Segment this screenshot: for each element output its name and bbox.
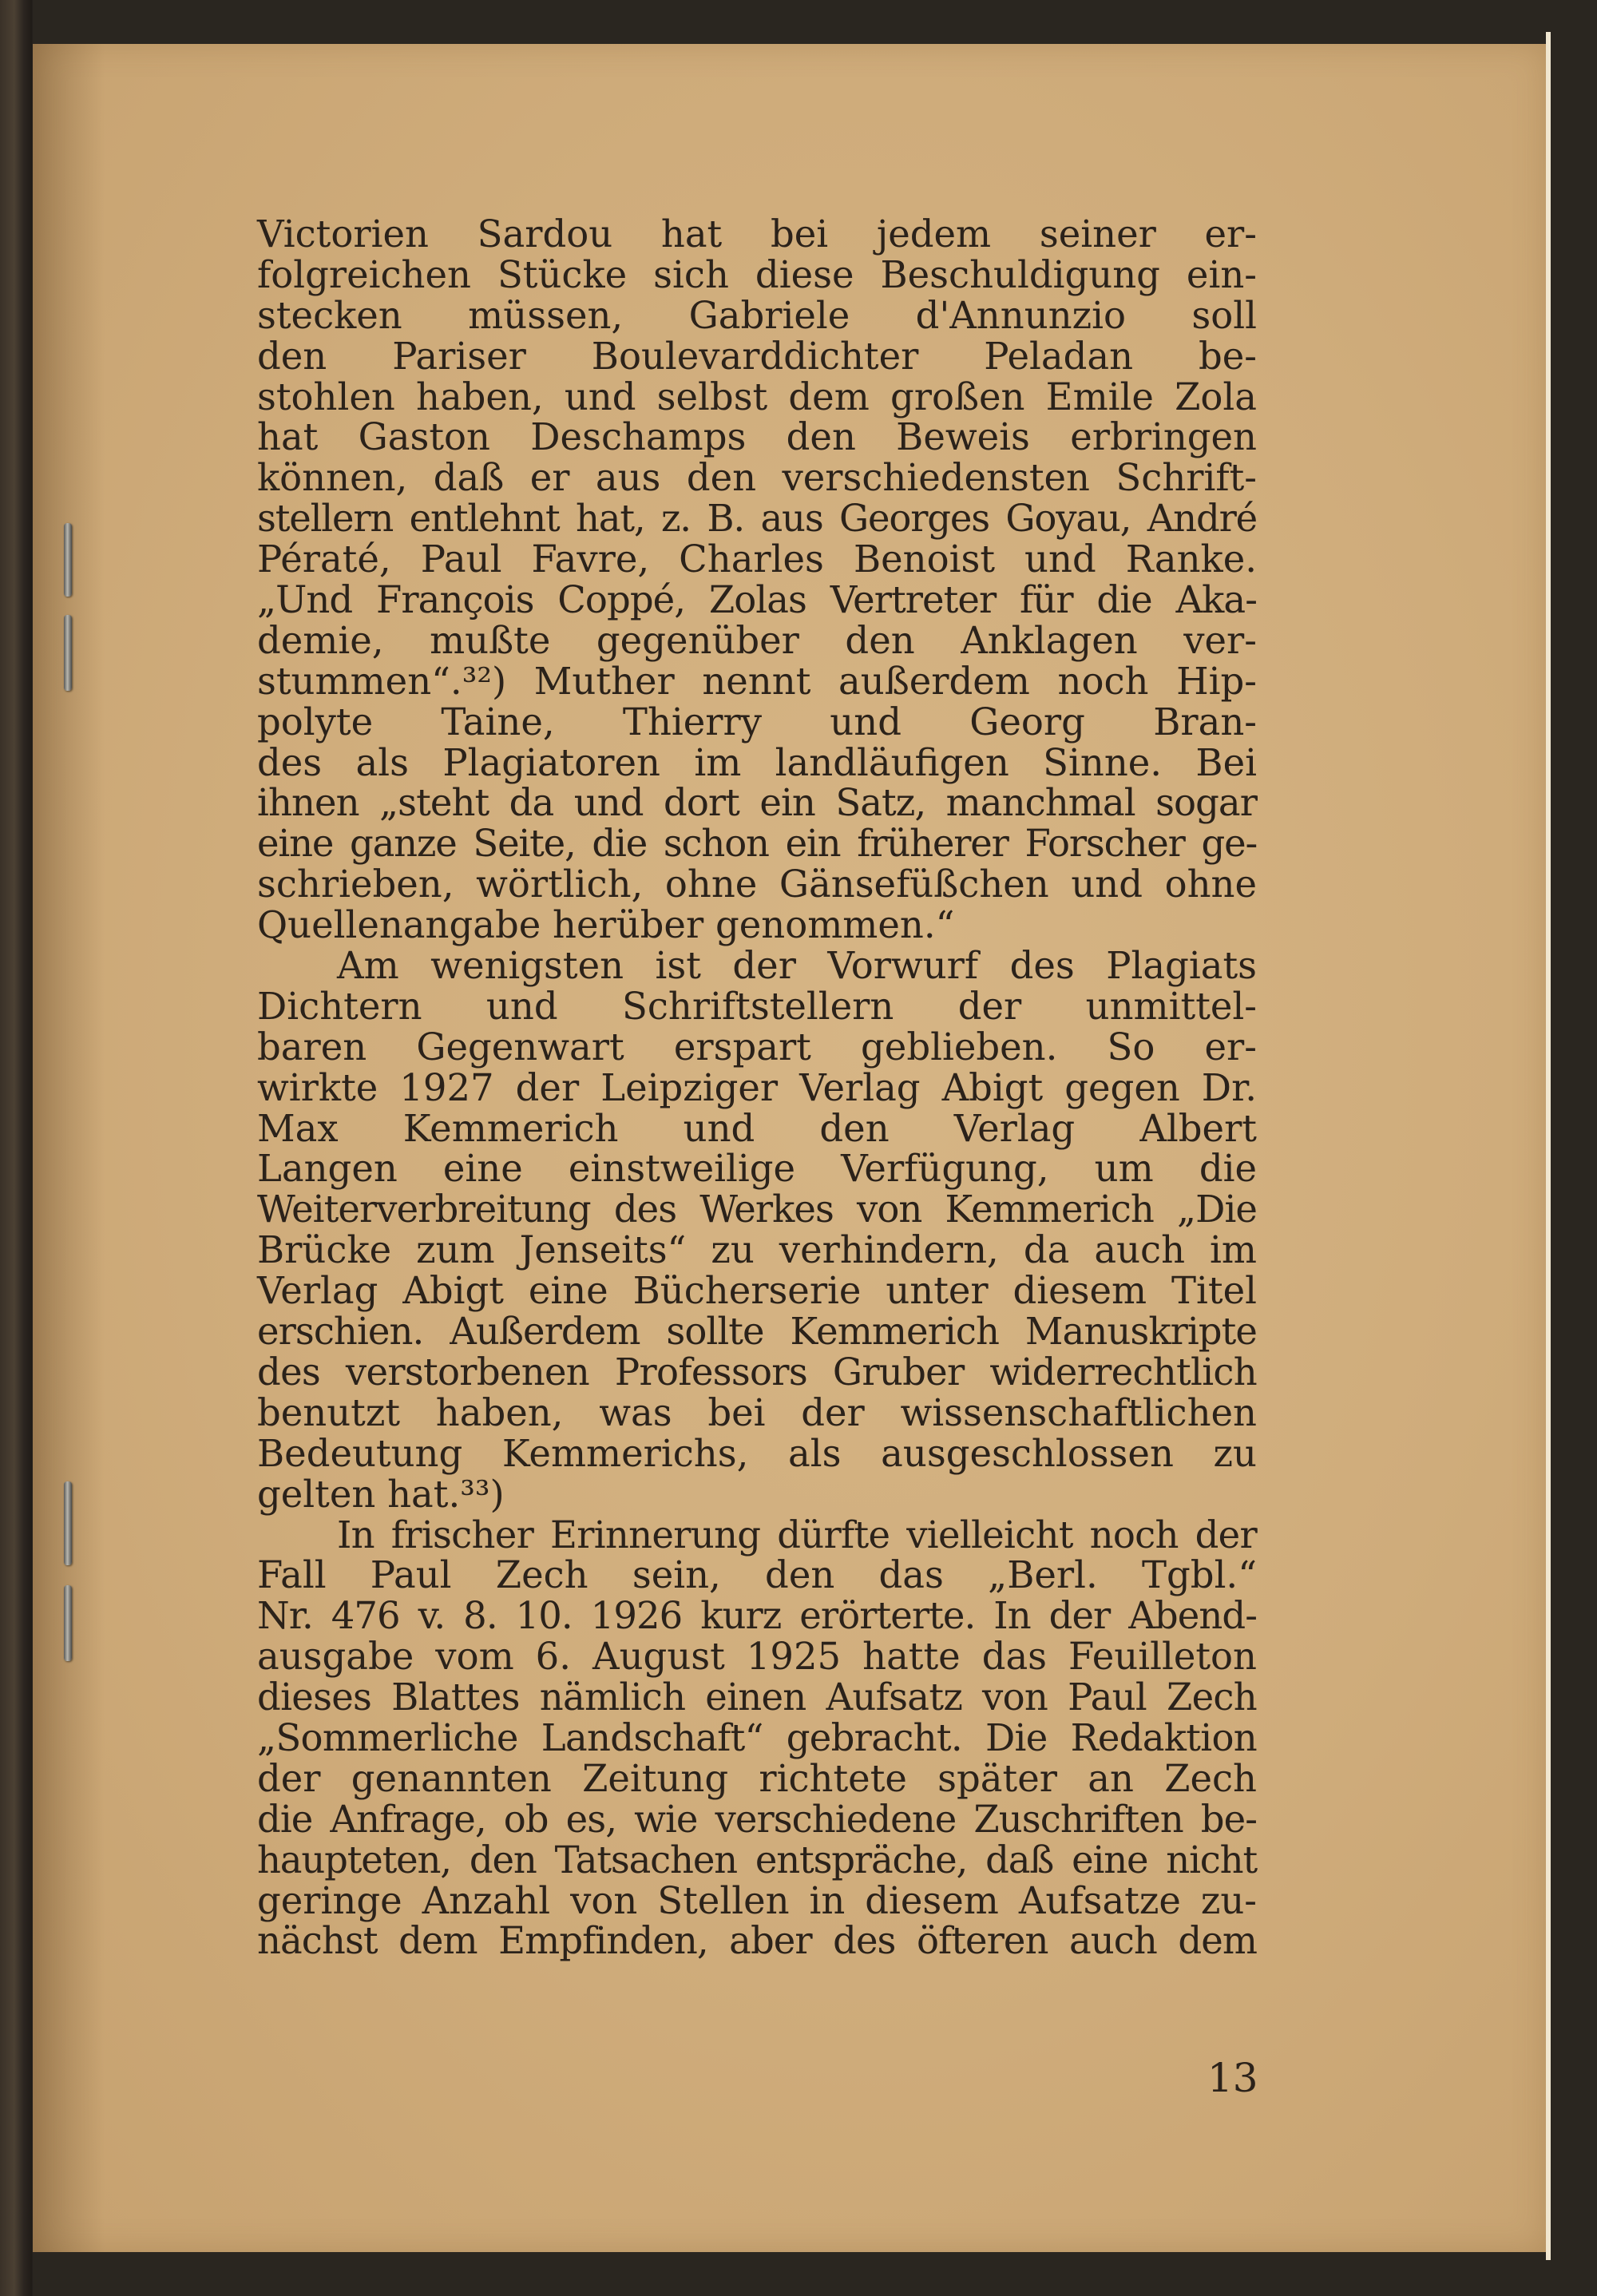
text-line: haupteten, den Tatsachen entspräche, daß eine nicht [257,1838,1257,1882]
text-line: gelten hat.³³) [257,1472,505,1516]
gutter-shadow [33,44,105,2252]
text-line: Langen eine einstweilige Verfügung, um die [257,1147,1257,1191]
text-line: Fall Paul Zech sein, den das „Berl. Tgbl.“ [257,1553,1257,1597]
staple-upper-right-icon [64,615,72,691]
text-line: Max Kemmerich und den Verlag Albert [257,1106,1257,1150]
body-text [257,214,1257,1961]
text-line: stecken müssen, Gabriele d'Annunzio soll [257,293,1257,337]
text-line: Nr. 476 v. 8. 10. 1926 kurz erörterte. In der Abend- [257,1594,1257,1638]
text-line: Bedeutung Kemmerichs, als ausgeschlossen zu [257,1431,1257,1475]
text-line: ausgabe vom 6. August 1925 hatte das Feuilleton [257,1635,1257,1679]
text-line: wirkte 1927 der Leipziger Verlag Abigt gegen Dr. [257,1065,1257,1109]
text-line: Pératé, Paul Favre, Charles Benoist und Ranke. [257,537,1257,581]
staple-upper-left-icon [64,523,72,597]
text-line: nächst dem Empfinden, aber des öfteren auch dem [257,1919,1257,1963]
text-line: Weiterverbreitung des Werkes von Kemmerich „Die [257,1188,1257,1231]
text-line: polyte Taine, Thierry und Georg Bran- [257,700,1257,744]
text-line: Victorien Sardou hat bei jedem seiner er- [257,212,1257,256]
text-line: können, daß er aus den verschiedensten Schrift- [257,456,1257,500]
text-line: der genannten Zeitung richtete später an Zech [257,1756,1257,1800]
text-line: den Pariser Boulevarddichter Peladan be- [257,334,1257,378]
text-line: Verlag Abigt eine Bücherserie unter diesem Titel [257,1269,1257,1313]
text-line: geringe Anzahl von Stellen in diesem Aufsatze zu- [257,1878,1257,1922]
text-line: baren Gegenwart erspart geblieben. So er- [257,1025,1257,1069]
text-line: ihnen „steht da und dort ein Satz, manchmal sogar [257,781,1257,825]
page-edge [1546,32,1551,2260]
text-line: dieses Blattes nämlich einen Aufsatz von Paul Zech [257,1675,1257,1719]
page-number: 13 [1207,2055,1258,2101]
text-line: In frischer Erinnerung dürfte vielleicht noch der [337,1513,1257,1556]
text-line: eine ganze Seite, die schon ein früherer Forscher ge- [257,822,1257,866]
text-line: stohlen haben, und selbst dem großen Emile Zola [257,375,1257,418]
text-line: schrieben, wörtlich, ohne Gänsefüßchen und ohne [257,862,1257,906]
text-line: erschien. Außerdem sollte Kemmerich Manuskripte [257,1310,1257,1354]
text-line: Brücke zum Jenseits“ zu verhindern, da auch im [257,1228,1257,1272]
text-line: folgreichen Stücke sich diese Beschuldigung ein- [257,252,1257,296]
text-line: hat Gaston Deschamps den Beweis erbringen [257,415,1257,459]
text-line: stummen“.³²) Muther nennt außerdem noch Hip- [257,659,1257,703]
text-line: benutzt haben, was bei der wissenschaftlichen [257,1390,1257,1434]
text-line: des verstorbenen Professors Gruber widerrechtlich [257,1350,1257,1394]
staple-lower-right-icon [64,1585,72,1661]
text-line: stellern entlehnt hat, z. B. aus Georges Goyau, André [257,497,1257,541]
text-line: des als Plagiatoren im landläufigen Sinne. Bei [257,740,1257,784]
text-line: Dichtern und Schriftstellern der unmittel- [257,984,1257,1028]
staple-lower-left-icon [64,1481,72,1565]
text-line: Am wenigsten ist der Vorwurf des Plagiats [337,944,1257,988]
text-line: die Anfrage, ob es, wie verschiedene Zuschriften be- [257,1797,1257,1841]
text-line: „Und François Coppé, Zolas Vertreter für die Aka- [257,578,1257,622]
text-line: Quellenangabe herüber genommen.“ [257,903,955,947]
text-line: demie, mußte gegenüber den Anklagen ver- [257,618,1257,662]
text-line: „Sommerliche Landschaft“ gebracht. Die Redaktion [257,1715,1257,1759]
